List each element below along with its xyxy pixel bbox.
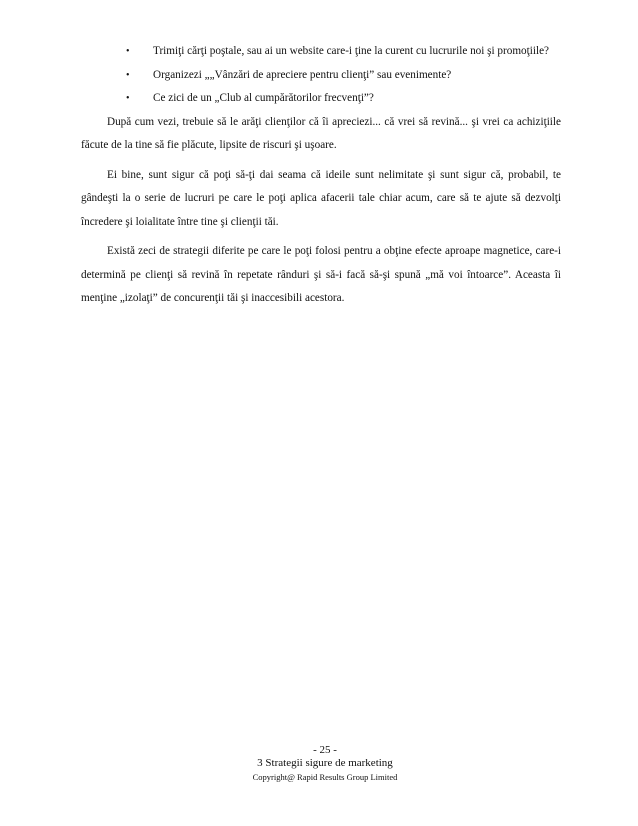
bullet-icon: • <box>126 46 130 57</box>
bullet-icon: • <box>126 69 130 81</box>
paragraph: După cum vezi, trebuie să le arăţi clienţilor că îi apreciezi... că vrei să revină... şi vrei ca achiziţiile făcute de la tine să fie plăcute, lipsite de riscuri şi uşoare. <box>81 115 561 151</box>
bullet-item <box>81 40 561 64</box>
footer-copyright: Copyright@ Rapid Results Group Limited <box>252 772 398 782</box>
bullet-text: Ce zici de un „Club al cumpărătorilor frecvenţi”? <box>153 92 374 104</box>
page-number: - 25 - <box>313 744 337 756</box>
paragraph: Ei bine, sunt sigur că poţi să-ţi dai seama că ideile sunt nelimitate şi sunt sigur că, probabil, te gândeşti la o serie de lucruri pe care le poţi aplica afacerii tale chiar acum, care să te ajute să dezvolţi încredere şi loialitate între tine şi clienţii tăi. <box>81 168 561 228</box>
page-footer <box>0 743 638 784</box>
bullet-item <box>81 87 561 111</box>
bullet-icon: • <box>126 93 130 104</box>
paragraph: Există zeci de strategii diferite pe care le poţi folosi pentru a obţine efecte aproape magnetice, care-i determină pe clienţi să revină în repetate rânduri şi să-i facă să-şi spună „mă voi întoarce”. Aceasta îi menţine „izolaţi” de concurenţii tăi şi inaccesibili acestora. <box>81 245 561 304</box>
bullet-item <box>81 64 561 88</box>
bullet-list <box>81 40 561 111</box>
footer-title: 3 Strategii sigure de marketing <box>257 757 393 769</box>
page-content <box>81 40 561 311</box>
bullet-text: Trimiţi cărţi poştale, sau ai un website care-i ţine la curent cu lucrurile noi şi promoţiile? <box>153 45 550 57</box>
bullet-text: Organizezi „„Vânzări de apreciere pentru clienţi” sau evenimente? <box>153 68 452 81</box>
